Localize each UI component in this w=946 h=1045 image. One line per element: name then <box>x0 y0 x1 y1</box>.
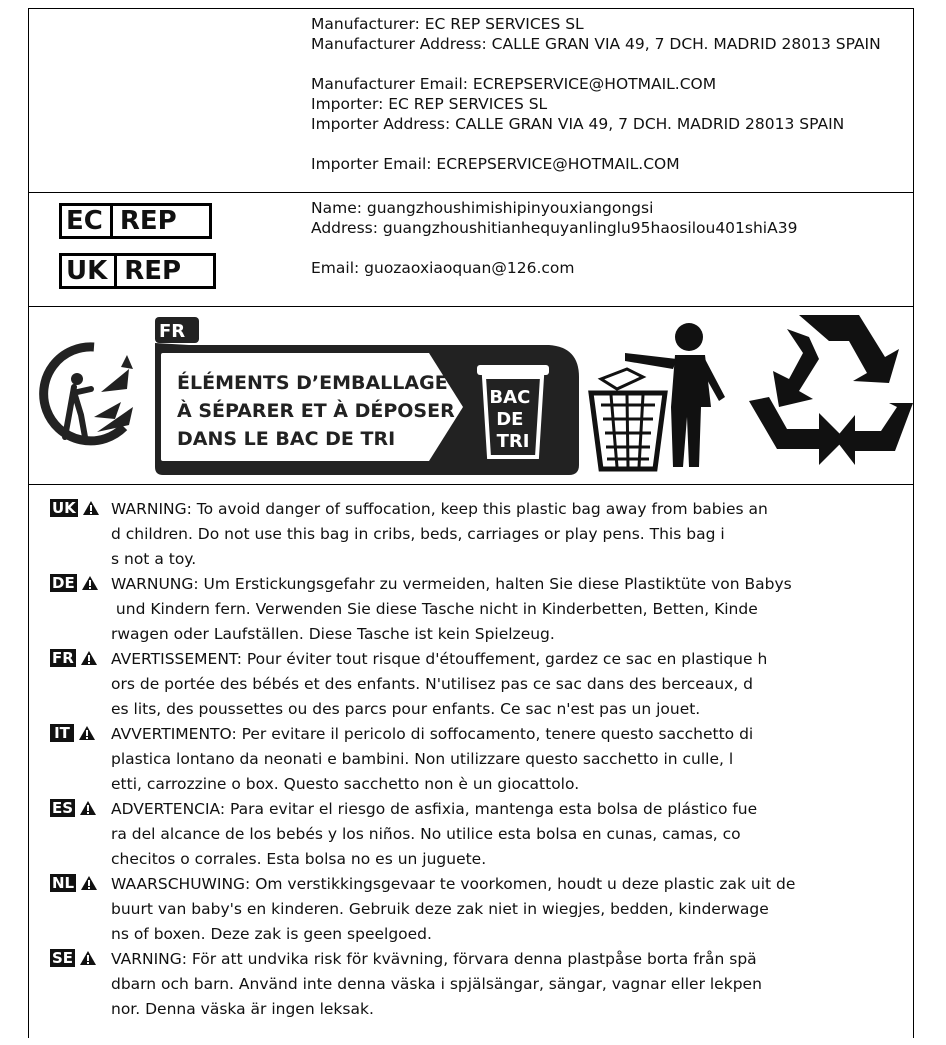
uk-rep-left: UK <box>66 256 108 286</box>
warning-line: nor. Denna väska är ingen leksak. <box>111 1000 374 1018</box>
bin-label-2: DE <box>496 409 524 430</box>
rep-lines <box>311 198 797 278</box>
recycle-icon <box>749 315 913 465</box>
warnings-section <box>29 485 913 1045</box>
warning-triangle-icon <box>80 875 98 891</box>
language-code: IT <box>50 724 74 742</box>
bin-label-3: TRI <box>496 431 530 452</box>
importer-email: Importer Email: ECREPSERVICE@HOTMAIL.COM <box>311 155 680 173</box>
tidyman-icon <box>591 323 725 469</box>
warning-text <box>111 872 795 947</box>
warning-triangle-icon <box>82 500 100 516</box>
warning-text <box>111 722 753 797</box>
info-tri-banner <box>155 317 579 475</box>
warning-line: rwagen oder Laufställen. Diese Tasche ist kein Spielzeug. <box>111 625 555 643</box>
manufacturer-email: Manufacturer Email: ECREPSERVICE@HOTMAIL.COM <box>311 75 717 93</box>
triman-line-2: À SÉPARER ET À DÉPOSER <box>177 400 455 422</box>
fr-tag: FR <box>159 321 186 342</box>
language-code: NL <box>52 874 75 892</box>
warning-line: dbarn och barn. Använd inte denna väska i spjälsängar, sängar, vagnar eller lekpen <box>111 975 762 993</box>
warning-line: ors de portée des bébés et des enfants. N'utilisez pas ce sac dans des berceaux, d <box>111 675 754 693</box>
recycling-section <box>29 307 913 485</box>
warning-text <box>111 797 757 872</box>
warning-triangle-icon <box>80 650 98 666</box>
triman-icon <box>44 347 133 441</box>
warning-line: plastica lontano da neonati e bambini. Non utilizzare questo sacchetto in culle, l <box>111 750 734 768</box>
warning-triangle-icon <box>81 575 99 591</box>
warning-line: WARNING: To avoid danger of suffocation, keep this plastic bag away from babies an <box>111 500 768 518</box>
warning-line: checitos o corrales. Esta bolsa no es un juguete. <box>111 850 487 868</box>
ec-rep-left: EC <box>66 206 103 236</box>
warning-triangle-icon <box>79 800 97 816</box>
bin-label-1: BAC <box>489 387 531 408</box>
warning-line: VARNING: För att undvika risk för kvävning, förvara denna plastpåse borta från spä <box>111 950 757 968</box>
warning-line: buurt van baby's en kinderen. Gebruik deze zak niet in wiegjes, bedden, kinderwage <box>111 900 769 918</box>
language-code: ES <box>52 799 74 817</box>
warning-line: ra del alcance de los bebés y los niños. No utilice esta bolsa en cunas, camas, co <box>111 825 741 843</box>
warning-flag <box>50 949 97 967</box>
ec-rep-logo <box>59 203 212 239</box>
language-code: FR <box>52 649 74 667</box>
uk-rep-logo <box>59 253 216 289</box>
warning-flag <box>50 724 96 742</box>
manufacturer-section <box>29 9 913 193</box>
warning-line: ADVERTENCIA: Para evitar el riesgo de asfixia, mantenga esta bolsa de plástico fue <box>111 800 758 818</box>
importer-address: Importer Address: CALLE GRAN VIA 49, 7 DCH. MADRID 28013 SPAIN <box>311 115 845 133</box>
language-code: SE <box>52 949 74 967</box>
warning-line: etti, carrozzine o box. Questo sacchetto non è un giocattolo. <box>111 775 580 793</box>
warning-line: d children. Do not use this bag in cribs, beds, carriages or play pens. This bag i <box>111 525 725 543</box>
warning-flag <box>50 499 100 517</box>
warning-line: WARNUNG: Um Erstickungsgefahr zu vermeiden, halten Sie diese Plastiktüte von Babys <box>111 575 792 593</box>
recycling-graphics <box>29 307 913 485</box>
warning-triangle-icon <box>79 950 97 966</box>
warning-flag <box>50 574 99 592</box>
warning-flag <box>50 649 98 667</box>
warning-text <box>111 572 792 647</box>
warning-flag <box>50 799 97 817</box>
warning-line: ns of boxen. Deze zak is geen speelgoed. <box>111 925 432 943</box>
language-code: DE <box>52 574 75 592</box>
warning-flag <box>50 874 98 892</box>
warning-text <box>111 647 767 722</box>
uk-rep-right: REP <box>124 256 182 286</box>
warning-line: es lits, des poussettes ou des parcs pour enfants. Ce sac n'est pas un jouet. <box>111 700 701 718</box>
warning-text <box>111 497 768 572</box>
warning-text <box>111 947 762 1022</box>
warning-line: s not a toy. <box>111 550 197 568</box>
manufacturer-lines <box>311 14 881 174</box>
warning-line: WAARSCHUWING: Om verstikkingsgevaar te voorkomen, houdt u deze plastic zak uit de <box>111 875 796 893</box>
triman-line-1: ÉLÉMENTS D’EMBALLAGE <box>177 372 448 394</box>
warning-triangle-icon <box>78 725 96 741</box>
rep-email: Email: guozaoxiaoquan@126.com <box>311 259 575 277</box>
ec-rep-right: REP <box>119 206 177 236</box>
warning-line: AVERTISSEMENT: Pour éviter tout risque d'étouffement, gardez ce sac en plastique h <box>111 650 768 668</box>
manufacturer-address: Manufacturer Address: CALLE GRAN VIA 49, 7 DCH. MADRID 28013 SPAIN <box>311 35 881 53</box>
rep-address: Address: guangzhoushitianhequyanlinglu95haosilou401shiA39 <box>311 219 798 237</box>
warning-line: AVVERTIMENTO: Per evitare il pericolo di soffocamento, tenere questo sacchetto di <box>111 725 754 743</box>
label-sheet <box>28 8 914 1038</box>
rep-section <box>29 193 913 307</box>
triman-line-3: DANS LE BAC DE TRI <box>177 428 396 450</box>
manufacturer-name: Manufacturer: EC REP SERVICES SL <box>311 15 584 33</box>
language-code: UK <box>52 499 76 517</box>
rep-name: Name: guangzhoushimishipinyouxiangongsi <box>311 199 654 217</box>
importer-name: Importer: EC REP SERVICES SL <box>311 95 548 113</box>
warning-line: und Kindern fern. Verwenden Sie diese Tasche nicht in Kinderbetten, Betten, Kinde <box>111 600 758 618</box>
